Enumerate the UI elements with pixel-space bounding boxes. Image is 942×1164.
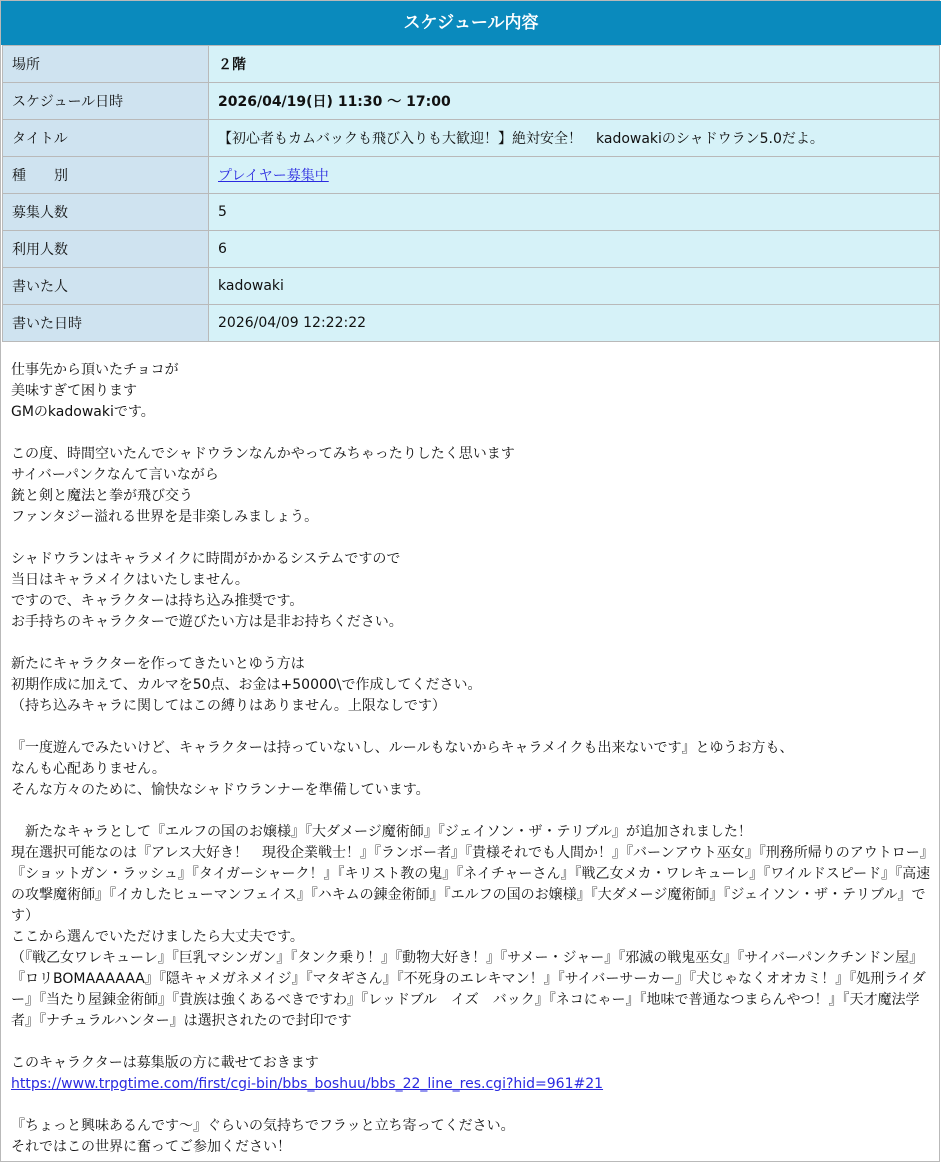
- body-line: 『ちょっと興味あるんです〜』ぐらいの気持ちでフラッと立ち寄ってください。: [11, 1118, 515, 1134]
- schedule-info-table: [2, 45, 940, 342]
- body-line: ここから選んでいただけましたら大丈夫です。: [11, 929, 304, 945]
- character-list-link[interactable]: https://www.trpgtime.com/first/cgi-bin/bbs_boshuu/bbs_22_line_res.cgi?hid=961#21: [11, 1076, 604, 1092]
- schedule-description: [11, 360, 931, 1158]
- body-line: 仕事先から頂いたチョコが: [11, 362, 179, 378]
- table-row: [3, 157, 940, 194]
- body-line: GMのkadowakiです。: [11, 404, 155, 420]
- body-line: サイバーパンクなんて言いながら: [11, 467, 219, 483]
- category-link[interactable]: プレイヤー募集中: [218, 168, 329, 184]
- value-recruit-count: 5: [209, 194, 940, 231]
- body-line: この度、時間空いたんでシャドウランなんかやってみちゃったりしたく思います: [11, 446, 515, 462]
- body-line: 銃と剣と魔法と拳が飛び交う: [11, 488, 193, 504]
- body-line: 美味すぎて困ります: [11, 383, 137, 399]
- body-line: ですので、キャラクターは持ち込み推奨です。: [11, 593, 304, 609]
- label-category: 種 別: [3, 157, 209, 194]
- body-line: 新たなキャラとして『エルフの国のお嬢様』『大ダメージ魔術師』『ジェイソン・ザ・テリブル』が追加されました！: [11, 824, 752, 840]
- body-line: そんな方々のために、愉快なシャドウランナーを準備しています。: [11, 782, 430, 798]
- table-row: [3, 194, 940, 231]
- table-row: [3, 46, 940, 83]
- body-line: 初期作成に加えて、カルマを50点、お金は+50000\で作成してください。: [11, 677, 482, 693]
- table-row: [3, 268, 940, 305]
- label-location: 場所: [3, 46, 209, 83]
- panel-title: スケジュール内容: [1, 1, 941, 45]
- label-datetime: スケジュール日時: [3, 83, 209, 120]
- body-line: 『一度遊んでみたいけど、キャラクターは持っていないし、ルールもないからキャラメイクも出来ないです』とゆうお方も、: [11, 740, 794, 756]
- table-row: [3, 231, 940, 268]
- value-posted-at: 2026/04/09 12:22:22: [209, 305, 940, 342]
- value-user-count: 6: [209, 231, 940, 268]
- value-title: 【初心者もカムバックも飛び入りも大歓迎！】絶対安全！ kadowakiのシャドウラン5.0だよ。: [209, 120, 940, 157]
- value-datetime: 2026/04/19(日) 11:30 〜 17:00: [209, 83, 940, 120]
- value-location: ２階: [209, 46, 940, 83]
- body-line: （『戦乙女ワレキューレ』『巨乳マシンガン』『タンク乗り！』『動物大好き！』『サメー・ジャー』『邪滅の戦鬼巫女』『サイバーパンクチンドン屋』『ロリBOMAAAAAA』『隠キャメガネメイジ』『マタギさん』『不死身のエレキマン！』『サイバーサーカー』『犬じゃなくオオカミ！』『処刑ライダー』『当たり屋錬金術師』『貴族は強くあるべきですわ』『レッドブル イズ バック』『ネコにゃー』『地味で普通なつまらんやつ！』『天才魔法学者』『ナチュラルハンター』は選択されたので封印です: [11, 950, 926, 1029]
- label-posted-at: 書いた日時: [3, 305, 209, 342]
- label-author: 書いた人: [3, 268, 209, 305]
- value-author: kadowaki: [209, 268, 940, 305]
- label-user-count: 利用人数: [3, 231, 209, 268]
- label-title: タイトル: [3, 120, 209, 157]
- table-row: [3, 83, 940, 120]
- body-line: シャドウランはキャラメイクに時間がかかるシステムですので: [11, 551, 401, 567]
- body-line: お手持ちのキャラクターで遊びたい方は是非お持ちください。: [11, 614, 403, 630]
- body-line: （持ち込みキャラに関してはこの縛りはありません。上限なしです）: [11, 698, 446, 714]
- body-line: なんも心配ありません。: [11, 761, 166, 777]
- body-line: ファンタジー溢れる世界を是非楽しみましょう。: [11, 509, 319, 525]
- body-line: 現在選択可能なのは『アレス大好き！ 現役企業戦士！』『ランボー者』『貴様それでも人間か！』『バーンアウト巫女』『刑務所帰りのアウトロー』『ショットガン・ラッシュ』『タイガーシャーク！』『キリスト教の鬼』『ネイチャーさん』『戦乙女メカ・ワレキューレ』『ワイルドスピード』『高速の攻撃魔術師』『イカしたヒューマンフェイス』『ハキムの錬金術師』『エルフの国のお嬢様』『大ダメージ魔術師』『ジェイソン・ザ・テリブル』です）: [11, 845, 931, 924]
- table-row: [3, 305, 940, 342]
- body-line: 新たにキャラクターを作ってきたいとゆう方は: [11, 656, 305, 672]
- body-line: それではこの世界に奮ってご参加ください！: [11, 1139, 291, 1155]
- table-row: [3, 120, 940, 157]
- body-line: 当日はキャラメイクはいたしません。: [11, 572, 249, 588]
- value-category-cell: [209, 157, 940, 194]
- label-recruit-count: 募集人数: [3, 194, 209, 231]
- body-line: このキャラクターは募集版の方に載せておきます: [11, 1055, 319, 1071]
